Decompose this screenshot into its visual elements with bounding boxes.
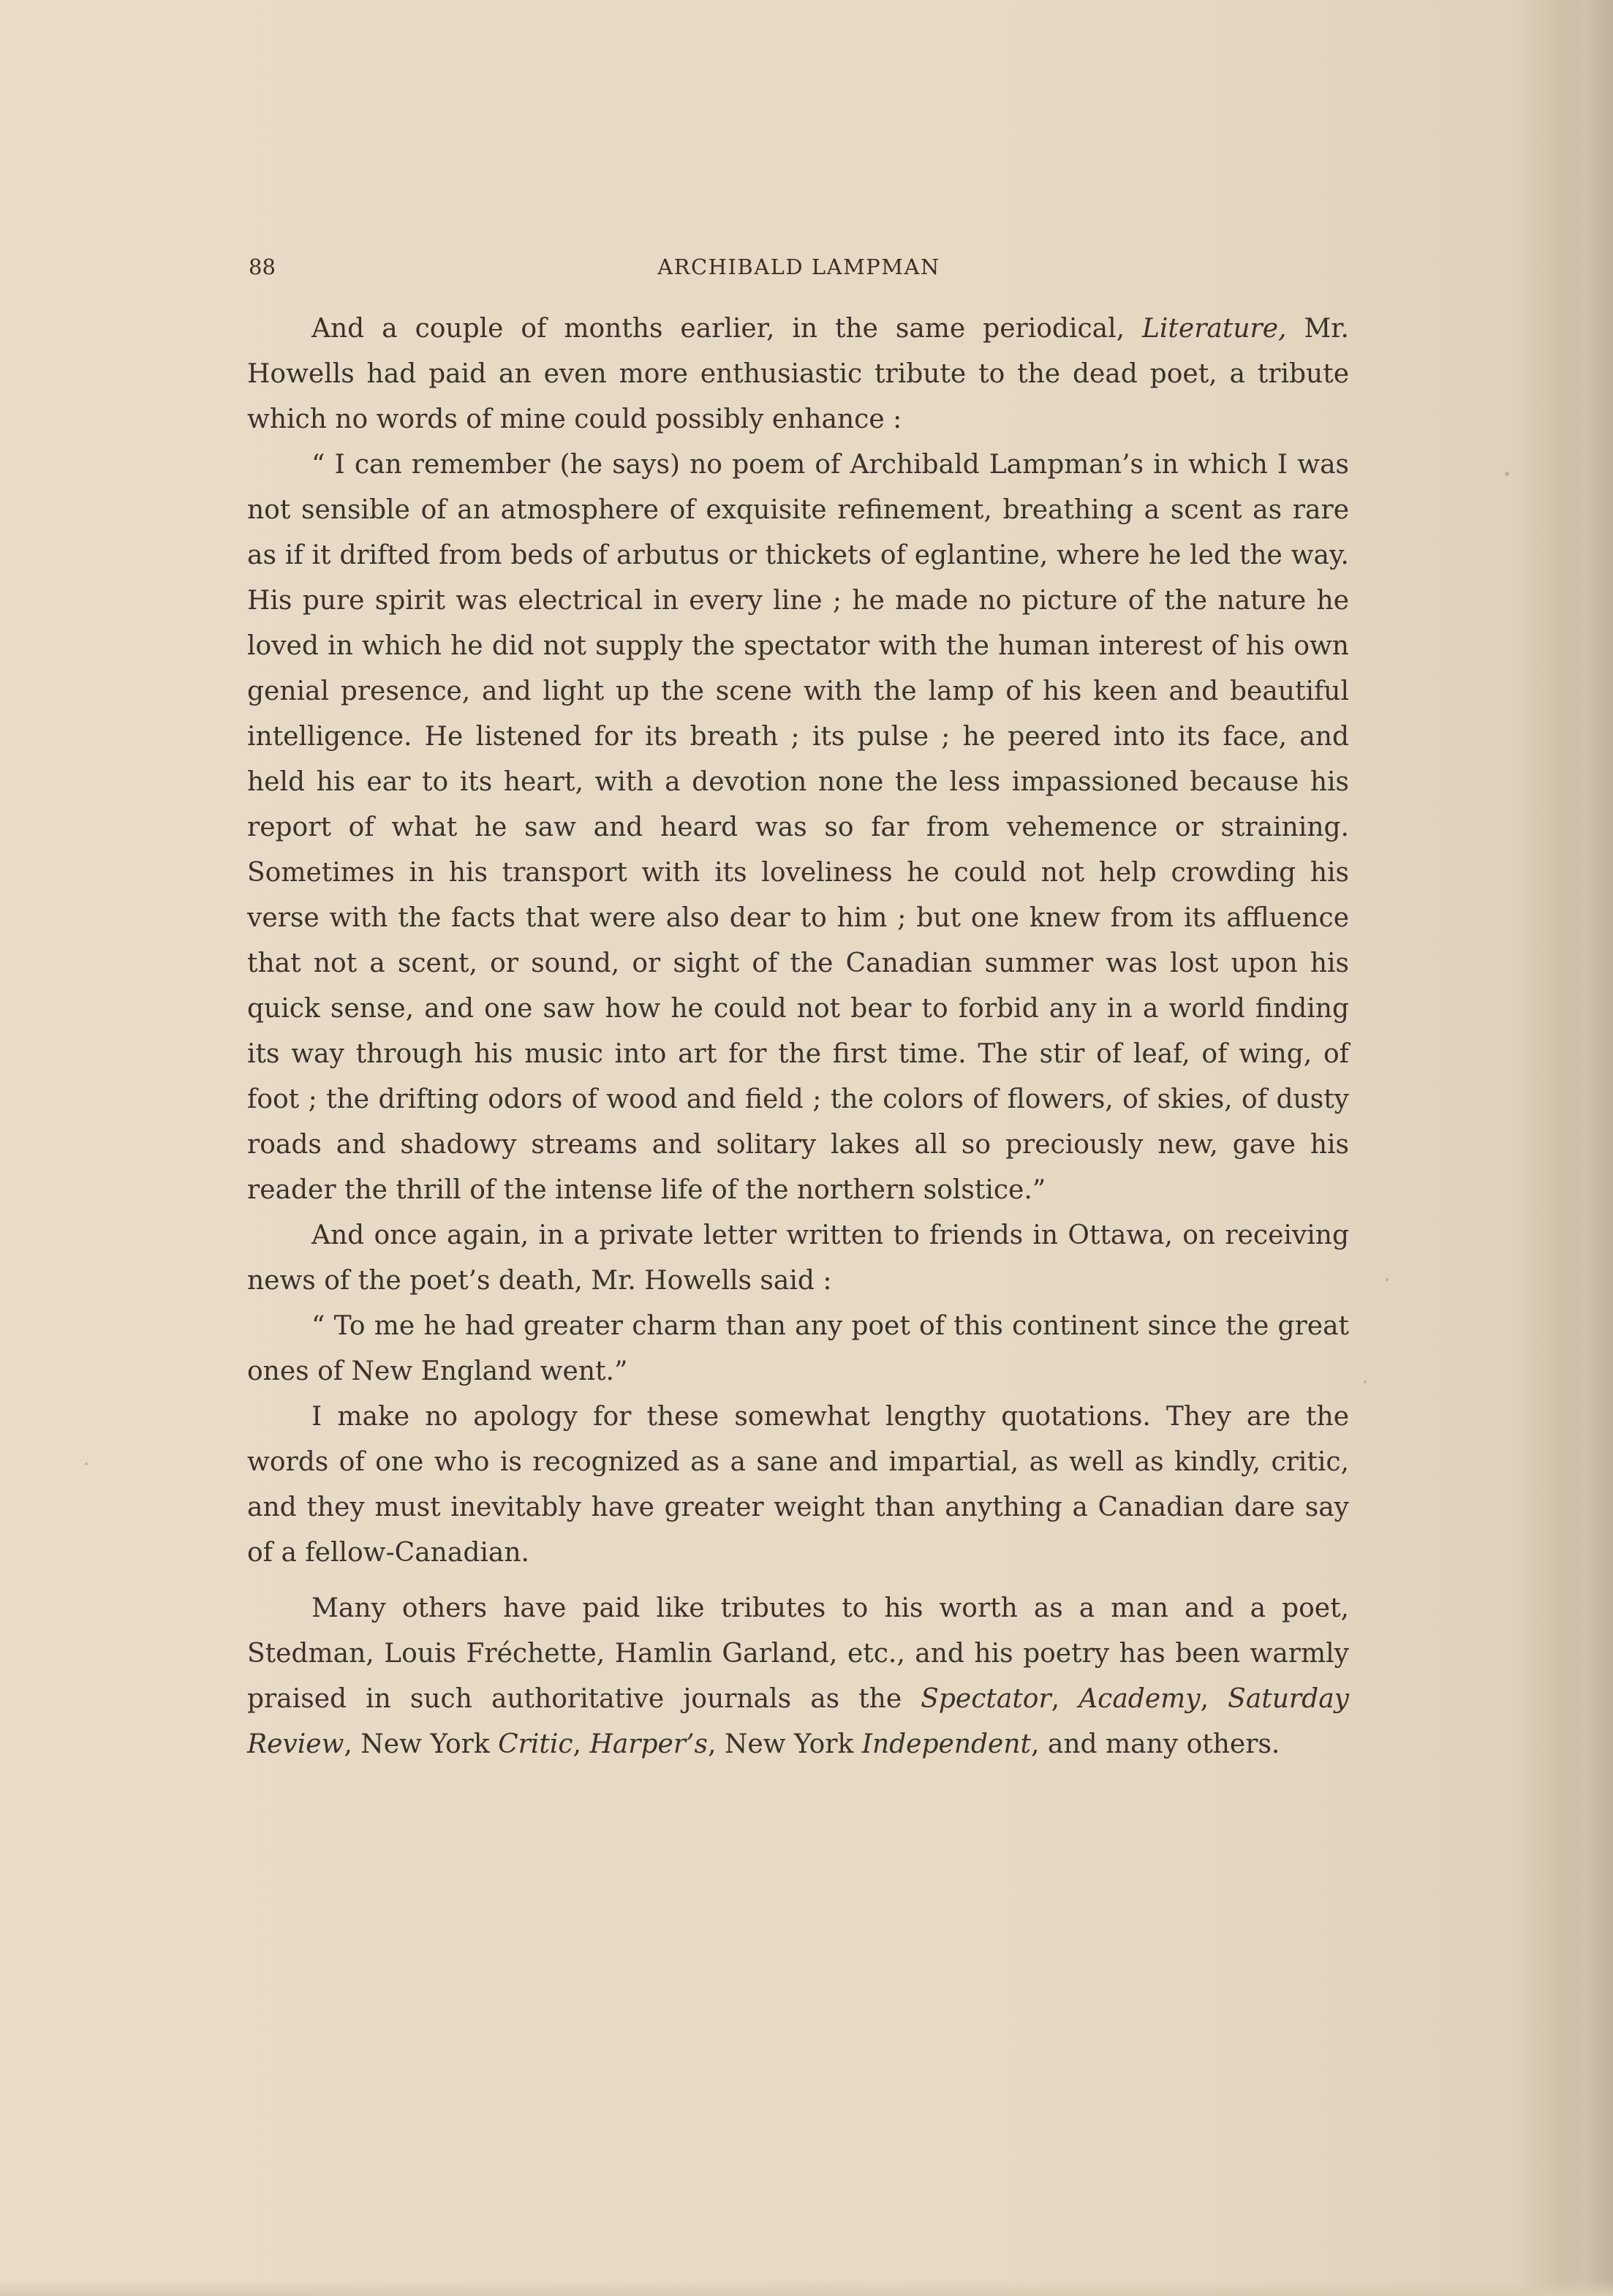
- paragraph-1-part-a: And a couple of months earlier, in the same periodical,: [311, 314, 1143, 344]
- paragraph-6-italic-spectator: Spectator: [921, 1684, 1051, 1714]
- paper-speck: [85, 1462, 88, 1465]
- body-text: [247, 306, 1349, 1767]
- paragraph-1-part-c: Mr. Howells had paid an even more enthusiastic tribute to the dead poet, a tribute which no words of mine could possibly enhance :: [247, 314, 1349, 434]
- paragraph-6: [247, 1586, 1349, 1767]
- paragraph-6-italic-academy: Academy: [1079, 1684, 1201, 1714]
- paper-speck: [1386, 1278, 1389, 1281]
- paragraph-6-italic-saturday-review: Saturday Review: [247, 1684, 1349, 1759]
- paragraph-6-italic-critic: Critic: [498, 1729, 573, 1759]
- paragraph-1: [247, 306, 1349, 442]
- paper-speck: [1505, 472, 1509, 476]
- paragraph-6-part-m: , and many others.: [1031, 1729, 1280, 1759]
- page-edge-shadow: [1562, 0, 1613, 2296]
- paragraph-3: And once again, in a private letter written to friends in Ottawa, on receiving news of the poet’s death, Mr. Howells said :: [247, 1220, 1349, 1296]
- paragraph-2-quotation: “ I can remember (he says) no poem of Archibald Lampman’s in which I was not sensible of an atmosphere of exquisite refinement, breathing a scent as rare as if it drifted from beds of arbutus or thickets of eglantine, where he led the way. His pure spirit was electrical in every line ; he made no picture of the nature he loved in which he did not supply the spectator with the human interest of his own genial presence, and light up the scene with the lamp of his keen and beautiful intelligence. He listened for its breath ; its pulse ; he peered into its face, and held his ear to its heart, with a devotion none the less impassioned because his report of what he saw and heard was so far from vehemence or straining. Sometimes in his transport with its loveliness he could not help crowding his verse with the facts that were also dear to him ; but one knew from its affluence that not a scent, or sound, or sight of the Canadian summer was lost upon his quick sense, and one saw how he could not bear to forbid any in a world finding its way through his music into art for the first time. The stir of leaf, of wing, of foot ; the drifting odors of wood and field ; the colors of flowers, of skies, of dusty roads and shadowy streams and solitary lakes all so preciously new, gave his reader the thrill of the intense life of the northern solstice.”: [247, 450, 1349, 1205]
- page-header: [249, 254, 1349, 284]
- paragraph-4-quotation: “ To me he had greater charm than any poet of this continent since the great ones of New England went.”: [247, 1311, 1349, 1386]
- paragraph-6-part-i: ,: [573, 1729, 590, 1759]
- paragraph-5: I make no apology for these somewhat lengthy quotations. They are the words of one who is recognized as a sane and impartial, as well as kindly, critic, and they must inevitably have greater weight than anything a Canadian dare say of a fellow-Canadian.: [247, 1402, 1349, 1568]
- paragraph-6-part-g: , New York: [344, 1729, 499, 1759]
- running-title: ARCHIBALD LAMPMAN: [657, 254, 940, 279]
- paragraph-6-part-a: Many others have paid like tributes to his worth as a man and a poet, Stedman, Louis Fréchette, Hamlin Garland, etc., and his poetry has been warmly praised in such authoritative journals as the: [247, 1593, 1349, 1714]
- paragraph-6-part-e: ,: [1200, 1684, 1228, 1714]
- paragraph-6-italic-harpers: Harper’s: [589, 1729, 708, 1759]
- paragraph-6-part-k: , New York: [707, 1729, 862, 1759]
- page-number: 88: [249, 254, 276, 279]
- paragraph-1-italic-literature: Literature,: [1142, 314, 1287, 344]
- page-bottom-edge: [0, 2280, 1613, 2296]
- paragraph-6-italic-independent: Independent: [861, 1729, 1032, 1759]
- paragraph-6-part-c: ,: [1051, 1684, 1079, 1714]
- paper-speck: [1364, 1381, 1367, 1383]
